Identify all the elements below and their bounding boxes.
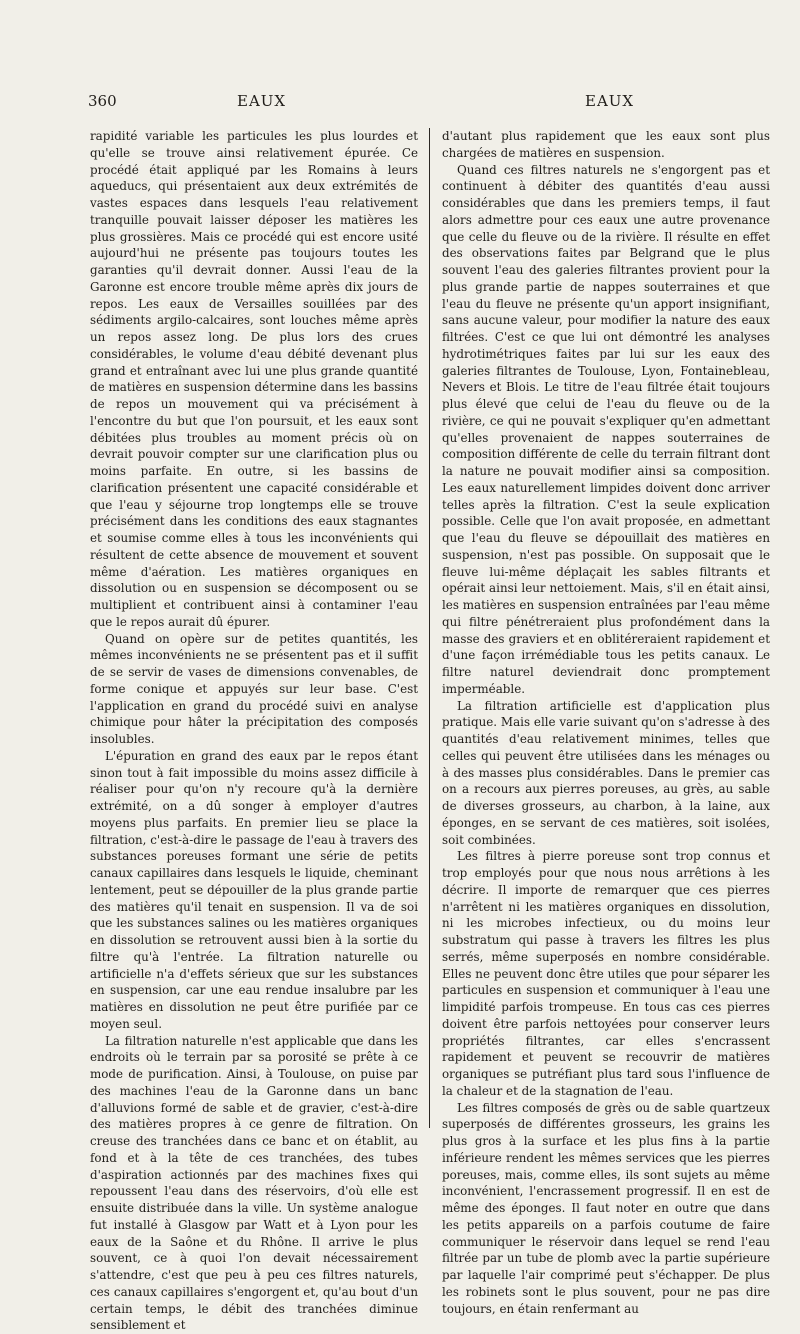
page-number: 360 — [88, 92, 117, 110]
left-column — [90, 128, 418, 1128]
column-divider — [429, 128, 430, 1128]
paragraph: La filtration naturelle n'est applicable que dans les endroits où le terrain par sa porosité se prête à ce mode de purification. Ainsi, à Toulouse, on puise par des machines l'eau de la Garonne dans un banc d'alluvions formé de sable et de gravier, c'est-à-dire des matières propres à ce genre de filtration. On creuse des tranchées dans ce banc et on établit, au fond et à la tête de ces tranchées, des tubes d'aspiration actionnés par des machines fixes qui repoussent l'eau dans des réservoirs, d'où elle est ensuite distribuée dans la ville. Un système analogue fut installé à Glasgow par Watt et à Lyon pour les eaux de la Saône et du Rhône. Il arrive le plus souvent, ce à quoi l'on devait nécessairement s'attendre, c'est que peu à peu ces filtres naturels, ces canaux capillaires s'engorgent et, qu'au bout d'un certain temps, le débit des tranchées diminue sensiblement et — [90, 1033, 418, 1334]
running-head-right: EAUX — [585, 92, 634, 110]
paragraph: d'autant plus rapidement que les eaux sont plus chargées de matières en suspension. — [442, 128, 770, 162]
paragraph: Les filtres à pierre poreuse sont trop connus et trop employés pour que nous nous arrêtions à les décrire. Il importe de remarquer que ces pierres n'arrêtent ni les matières organiques en dissolution, ni les microbes infectieux, ou du moins leur substratum qui passe à travers les filtres les plus serrés, même superposés en nombre considérable. Elles ne peuvent donc être utiles que pour séparer les particules en suspension et communiquer à l'eau une limpidité parfois trompeuse. En tous cas ces pierres doivent être parfois nettoyées pour conserver leurs propriétés filtrantes, car elles s'encrassent rapidement et peuvent se recouvrir de matières organiques se putréfiant plus tard sous l'influence de la chaleur et de la stagnation de l'eau. — [442, 848, 770, 1099]
paragraph: Les filtres composés de grès ou de sable quartzeux superposés de différentes grosseurs, les grains les plus gros à la surface et les plus fins à la partie inférieure rendent les mêmes services que les pierres poreuses, mais, comme elles, ils sont sujets au même inconvénient, l'encrassement progressif. Il en est de même des éponges. Il faut noter en outre que dans les petits appareils on a parfois coutume de faire communiquer le réservoir dans lequel se rend l'eau filtrée par un tube de plomb avec la partie supérieure par laquelle l'air comprimé peut s'échapper. De plus les robinets sont le plus souvent, pour ne pas dire toujours, en étain renfermant au — [442, 1100, 770, 1318]
right-column — [442, 128, 770, 1128]
paragraph: Quand on opère sur de petites quantités, les mêmes inconvénients ne se présentent pas et il suffit de se servir de vases de dimensions convenables, de forme conique et appuyés sur leur base. C'est l'application en grand du procédé suivi en analyse chimique pour hâter la précipitation des composés insolubles. — [90, 631, 418, 748]
page-header — [0, 86, 800, 116]
paragraph: Quand ces filtres naturels ne s'engorgent pas et continuent à débiter des quantités d'eau aussi considérables que dans les premiers temps, il faut alors admettre pour ces eaux une autre provenance que celle du fleuve ou de la rivière. Il résulte en effet des observations faites par Belgrand que le plus souvent l'eau des galeries filtrantes provient pour la plus grande partie de nappes souterraines et que l'eau du fleuve ne présente qu'un apport insignifiant, sans aucune valeur, pour modifier la nature des eaux filtrées. C'est ce que lui ont démontré les analyses hydrotimétriques faites par lui sur les eaux des galeries filtrantes de Toulouse, Lyon, Fontainebleau, Nevers et Blois. Le titre de l'eau filtrée était toujours plus élevé que celui de l'eau du fleuve ou de la rivière, ce qui ne pouvait s'expliquer qu'en admettant qu'elles provenaient de nappes souterraines de composition différente de celle du terrain filtrant dont la nature ne pouvait modifier ainsi sa composition. Les eaux naturellement limpides doivent donc arriver telles après la filtration. C'est la seule explication possible. Celle que l'on avait proposée, en admettant que l'eau du fleuve se dépouillait des matières en suspension, n'est pas possible. On supposait que le fleuve lui-même déplaçait les sables filtrants et opérait ainsi leur nettoiement. Mais, s'il en était ainsi, les matières en suspension entraînées par l'eau même qui filtre pénétreraient plus profondément dans la masse des graviers et en oblitéreraient rapidement et d'une façon irrémédiable tous les petits canaux. Le filtre naturel deviendrait donc promptement imperméable. — [442, 162, 770, 698]
paragraph: La filtration artificielle est d'application plus pratique. Mais elle varie suivant qu'on s'adresse à des quantités d'eau relativement minimes, telles que celles qui peuvent être utilisées dans les ménages ou à des masses plus considérables. Dans le premier cas on a recours aux pierres poreuses, au grès, au sable de diverses grosseurs, au charbon, à la laine, aux éponges, en se servant de ces matières, soit isolées, soit combinées. — [442, 698, 770, 849]
paragraph: rapidité variable les particules les plus lourdes et qu'elle se trouve ainsi relativement épurée. Ce procédé était appliqué par les Romains à leurs aqueducs, qui présentaient aux deux extrémités de vastes espaces dans lesquels l'eau relativement tranquille pouvait laisser déposer les matières les plus grossières. Mais ce procédé qui est encore usité aujourd'hui ne présente pas toujours toutes les garanties qu'il devrait donner. Aussi l'eau de la Garonne est encore trouble même après dix jours de repos. Les eaux de Versailles souillées par des sédiments argilo-calcaires, sont louches même après un repos assez long. De plus lors des crues considérables, le volume d'eau débité devenant plus grand et entraînant avec lui une plus grande quantité de matières en suspension détermine dans les bassins de repos un mouvement qui va précisément à l'encontre du but que l'on poursuit, et les eaux sont débitées plus troubles au moment précis où on devrait pouvoir compter sur une clarification plus ou moins parfaite. En outre, si les bassins de clarification présentent une capacité considérable et que l'eau y séjourne trop longtemps elle se trouve précisément dans les conditions des eaux stagnantes et soumise comme elles à tous les inconvénients qui résultent de cette absence de mouvement et souvent même d'aération. Les matières organiques en dissolution ou en suspension se décomposent ou se multiplient et contribuent ainsi à contaminer l'eau que le repos aurait dû épurer. — [90, 128, 418, 631]
running-head-left: EAUX — [237, 92, 286, 110]
paragraph: L'épuration en grand des eaux par le repos étant sinon tout à fait impossible du moins assez difficile à réaliser pour qu'on n'y recoure qu'à la dernière extrémité, on a dû songer à employer d'autres moyens plus parfaits. En premier lieu se place la filtration, c'est-à-dire le passage de l'eau à travers des substances poreuses formant une série de petits canaux capillaires dans lesquels le liquide, cheminant lentement, peut se dépouiller de la plus grande partie des matières qu'il tenait en suspension. Il va de soi que les substances salines ou les matières organiques en dissolution se retrouvent aussi bien à la sortie du filtre qu'à l'entrée. La filtration naturelle ou artificielle n'a d'effets sérieux que sur les substances en suspension, car une eau rendue insalubre par les matières en dissolution ne peut être purifiée par ce moyen seul. — [90, 748, 418, 1033]
